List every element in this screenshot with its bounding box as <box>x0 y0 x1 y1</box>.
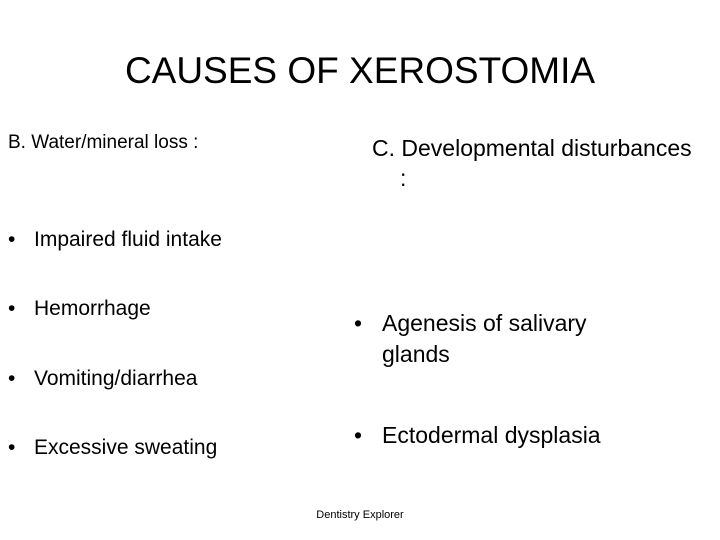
left-column <box>8 130 328 459</box>
list-item <box>354 420 601 451</box>
footer-credit: Dentistry Explorer <box>316 509 404 521</box>
bullet-icon: • <box>354 422 363 448</box>
bullet-icon: • <box>8 297 16 320</box>
left-heading: B. Water/mineral loss : <box>8 132 199 153</box>
right-column <box>354 133 702 448</box>
list-item-text: Agenesis of salivary glands <box>382 310 587 367</box>
right-heading: C. Developmental disturbances : <box>372 135 692 191</box>
list-item-text: Vomiting/diarrhea <box>34 367 198 390</box>
bullet-icon: • <box>8 228 16 251</box>
list-item-text: Impaired fluid intake <box>34 228 222 251</box>
list-item <box>8 435 217 461</box>
list-item <box>8 296 151 322</box>
list-item <box>354 308 652 370</box>
list-item <box>8 227 222 253</box>
list-item <box>8 366 197 392</box>
list-item-text: Hemorrhage <box>34 297 151 320</box>
list-item-text: Excessive sweating <box>34 436 218 459</box>
slide-title: CAUSES OF XEROSTOMIA <box>124 50 596 91</box>
bullet-icon: • <box>8 367 16 390</box>
list-item-text: Ectodermal dysplasia <box>382 422 601 448</box>
bullet-icon: • <box>354 310 363 336</box>
bullet-icon: • <box>8 436 16 459</box>
